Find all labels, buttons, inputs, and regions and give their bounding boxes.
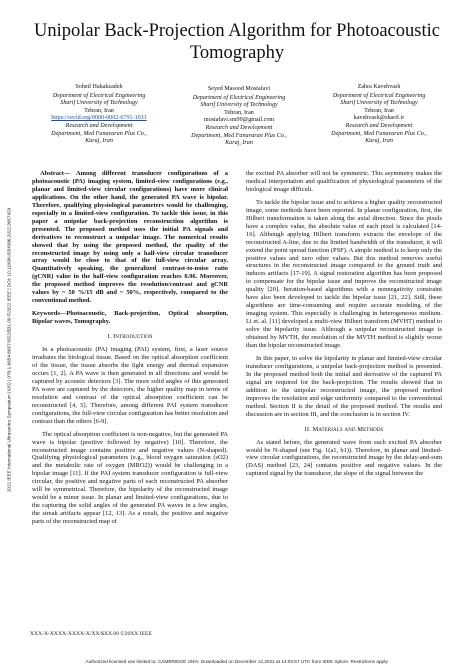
author-org: Research and Development [345,122,413,129]
author-org: Karaj, Iran [85,138,113,145]
body-paragraph: The optical absorption coefficient is non-negative, but the generated PA wave is bipolar (positive followed by negative) [10]. Therefore, the reconstructed image contains positive and negative values (N-shaped). Qualifying physiological parameters (e.g., blood oxygen saturation (sO2) and the metabolic rate of oxygen (MRO2)) would be challenging in a bipolar image [11]. If the PAI system transducer configuration is full-view circular, the positive and negative parts of each reconstructed PA absorber will be symmetrical. Therefore, the bipolarity of the reconstructed image would be a minor issue. In planar and limited-view configurations, due to the capturing the solid angles of the generated PA waves in a few angles, the streak artifacts appear [12, 13]. As a result, the positive and negative parts of the reconstructed map of [32,430,228,526]
author-orcid-link[interactable]: https://orcid.org/0000-0002-6791-1031 [51,115,147,122]
author-affiliation: Sharif University of Technology [60,100,138,107]
author-department: Department of Electrical Engineering [332,92,426,99]
author-city: Tehran, Iran [224,109,254,116]
author-org: Department, Med Fanavaran Plus Co., [191,132,287,139]
author-department: Department of Electrical Engineering [52,92,146,99]
author-org: Research and Development [205,124,273,131]
body-paragraph: To tackle the bipolar issue and to achieve a higher quality reconstructed image, some methods have been reported. In planar configuration, first, the Hilbert transformation is taken along the axial direction. Since the pixels have a complex value, the absolute value of each pixel is calculated [14-16]. Although applying Hilbert transform extracts the envelope of the reconstructed A-line, due to the limited bandwidth of the transducer, it will extend the point spread function (PSF). A simple method is to keep only the positive values and zero other values. But this method removes useful structures in the reconstructed image compared to the ground truth and induces artifacts [17-19]. A signal restoration algorithm has been proposed to compensate for the bipolar issue and improve the reconstructed image quality [20]. Iteration-based algorithms with a nonnegativity constraint have also been developed to tackle the bipolar issue [21, 22]. Still, these algorithms are time-consuming and require accurate modeling of the imaging system. This especially is challenging in heterogeneous medium. Li et. al. [11] developed a multi-view Hilbert transform (MVHT) method to solve the bipolarity issue. Although a unipolar reconstructed image is obtained by MVTH, the resolution of the MVTH method is slightly worse than the bipolar reconstructed image. [246,198,442,350]
author-1 [30,84,168,146]
author-city: Tehran, Iran [364,107,394,114]
author-affiliation: Sharif University of Technology [340,100,418,107]
left-column [32,170,228,526]
author-email: kavehvash@sharif.ir [353,115,405,122]
author-name: Seyed Masood Mostafavi [207,86,271,92]
section-heading-introduction: I. Introduction [107,333,153,341]
section-heading-methods: II. Materials and Methods [304,425,384,433]
author-2 [170,86,308,148]
author-org: Department, Med Fanavaran Plus Co., [331,130,427,137]
author-org: Department, Med Fanavaran Plus Co., [51,130,147,137]
author-name: Zahra Kavehvash [357,84,401,90]
abstract: Abstract— Among different transducer configurations of a photoacoustic (PA) imaging system, limited-view configurations (e.g., planar and limited-view circular configurations) have more clinical applications. On the other hand, the generated PA wave is bipolar. Therefore, qualifying physiological parameters would be challenging, especially in a limited-view configuration. To tackle this issue, in this paper a unipolar back-projection reconstruction algorithm is presented. The proposed method uses the initial PA signals and derivatives to reconstruct a unipolar image. The numerical results showed that by using the proposed method, the quality of the reconstructed image by using only a half-view circular transducer array would be close to that of the full-view circular array. Quantitatively speaking, the generalized contrast-to-noise ratio (gCNR) value in the half-view configuration reaches 0.96. Moreover, the proposed method improves the resolution/contrast and gCNR values by ~ 50 %/15 dB and ~ 50%, respectively, compared to the conventional method. [32,170,228,305]
doi-sidebar [2,140,16,560]
keywords: Keywords—Photoacoustic, Back-projection, Optical absorption, Bipolar waves, Tomography. [32,310,228,326]
body-paragraph: In this paper, to solve the bipolarity in planar and limited-view circular transducer configurations, a unipolar back-projection method is presented. In the proposed method both the initial and derivative of the captured PA signal are required for the back-projection. The results showed that in addition to the unipolar reconstructed image, the proposed method improves the resolution and edge uniformity compared to the conventional method. Section II is the detail of the proposed method. The results and discussion are in section III, and the conclusion is in section IV. [246,354,442,418]
author-affiliation: Sharif University of Technology [200,102,278,109]
author-department: Department of Electrical Engineering [192,94,286,101]
author-email: mostafavi.sm99@gmail.com [203,117,275,124]
right-column [246,170,442,478]
author-org: Karaj, Iran [225,140,253,147]
doi-sidebar-text: 2022 IEEE International Ultrasonics Symposium (IUS) | 978-1-6654-6657-8/22/$31.00 ©2022 IEEE | DOI: 10.1109/IUS54386.2022.9957429 [6,207,12,493]
body-paragraph: the excited PA absorber will not be symmetric. This asymmetry makes the medical interpretation and qualification of physiological parameters of the biological image difficult. [246,170,442,193]
license-footer: Authorized licensed use limited to: CAMBRIDGE UNIV. Downloaded on December 12,2022 at 14:03:57 UTC from IEEE Xplore. Restrictions apply. [85,659,389,664]
author-org: Research and Development [65,122,133,129]
author-name: Soheil Hakakzadeh [75,84,123,90]
copyright-footer: XXX-X-XXXX-XXXX-X/XX/$XX.00 ©20XX IEEE [30,631,152,637]
body-paragraph: As stated before, the generated wave from each excited PA absorber would be N-shaped (see Fig. 1(a1, b1)). Therefore, in planar and limited-view circular configurations, the reconstructed image by the delay-and-sum (DAS) method [23, 24] contains positive and negative values. In the captured signal by the transducer, the slope of the signal between the [246,438,442,478]
paper-title: Unipolar Back-Projection Algorithm for Photoacoustic Tomography [34,21,440,63]
author-org: Karaj, Iran [365,138,393,145]
author-3 [310,84,448,146]
body-paragraph: In a photoacoustic (PA) imaging (PAI) system, first, a laser source irradiates the biological tissue. Based on the optical absorption coefficient of the tissue, the tissue absorbs the light energy and thermal expansion occurs [1, 2]. A PA wave is then generated in all directions and would be captured by acoustic detectors [3]. The more solid angles of this generated PA wave are captured by the detectors, the higher quality map in terms of resolution and contrast of the optical absorption coefficient can be reconstructed [4, 5]. Therefore, among different PAI system transducer configurations, the full-view circular configuration has better resolution and contrast than the others [6-9]. [32,346,228,425]
author-city: Tehran, Iran [84,107,114,114]
